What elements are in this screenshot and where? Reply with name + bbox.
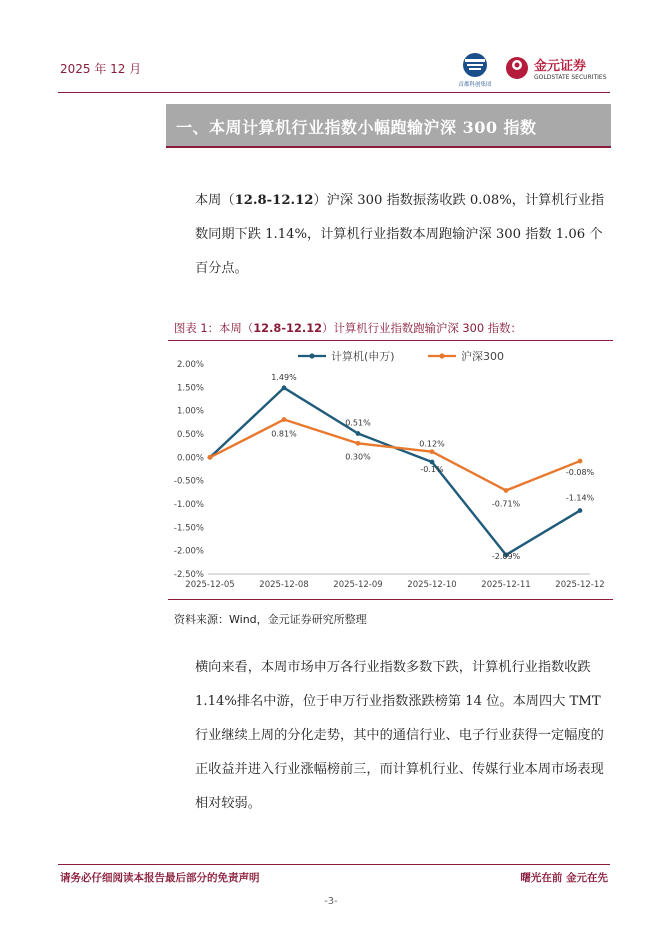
footer-slogan: 曙光在前 金元在先 <box>520 872 608 884</box>
logo2-text: 金元证券 <box>534 59 587 74</box>
x-tick-label: 2025-12-09 <box>333 580 383 590</box>
page-number: -3- <box>324 896 338 907</box>
caption-post: ）计算机行业指数跑输沪深 300 指数： <box>322 321 522 335</box>
intro-post: ）沪深 300 指数振荡收跌 0.08%，计算机行业指数同期下跌 1.14%，计算机行业指数本周跑输沪深 300 指数 1.06 个百分点。 <box>195 193 605 276</box>
data-label: 0.12% <box>419 439 445 449</box>
y-tick-label: -0.50% <box>173 476 204 487</box>
series-line <box>210 420 580 491</box>
data-point <box>578 459 583 464</box>
intro-pre: 本周（ <box>195 193 235 208</box>
legend-marker <box>309 353 314 358</box>
data-label: -0.1% <box>420 465 444 474</box>
data-point <box>208 455 213 460</box>
data-point <box>282 385 287 390</box>
data-label: -1.14% <box>565 493 595 503</box>
analysis-paragraph: 横向来看，本周市场申万各行业指数多数下跌，计算机行业指数收跌 1.14%排名中游，位于申万行业指数涨跌榜第 14 位。本周四大 TMT 行业继续上周的分化走势，其中的通信行业、电子行业获得一定幅度的正收益并进入行业涨幅榜前三，而计算机行业、传媒行业本周市场表现相对较弱。 <box>195 660 604 811</box>
y-tick-label: -1.50% <box>173 523 204 534</box>
y-tick-label: -2.50% <box>173 570 204 580</box>
data-point <box>356 441 361 446</box>
x-tick-label: 2025-12-12 <box>555 580 605 590</box>
data-label: -2.09% <box>491 551 521 561</box>
legend-label: 计算机(申万) <box>331 350 395 363</box>
index-comparison-chart <box>168 342 613 598</box>
legend-label: 沪深300 <box>461 350 504 363</box>
caption-date-range: 12.8-12.12 <box>253 321 323 335</box>
x-tick-label: 2025-12-05 <box>185 580 235 590</box>
report-date: 2025 年 12 月 <box>60 62 142 76</box>
data-label: 0.51% <box>345 418 371 428</box>
figure-source: 资料来源：Wind，金元证券研究所整理 <box>174 613 367 626</box>
y-tick-label: 1.00% <box>176 406 204 417</box>
data-point <box>282 417 287 422</box>
capital-group-logo <box>454 50 496 90</box>
logo2-subtext: GOLDSTATE SECURITIES <box>534 74 607 81</box>
caption-pre: 图表 1：本周（ <box>174 321 254 335</box>
footer-disclaimer: 请务必仔细阅读本报告最后部分的免责声明 <box>60 872 260 884</box>
section-title: 一、本周计算机行业指数小幅跑输沪深 300 指数 <box>176 118 537 137</box>
x-tick-label: 2025-12-10 <box>407 580 457 590</box>
y-tick-label: 0.50% <box>176 430 204 440</box>
y-tick-label: 1.50% <box>176 383 204 394</box>
data-label: 1.49% <box>271 372 297 382</box>
header-divider <box>58 92 610 93</box>
data-point <box>430 460 435 465</box>
goldstate-logo <box>504 50 624 90</box>
data-label: 0.30% <box>345 452 371 462</box>
y-tick-label: 2.00% <box>176 360 204 370</box>
figure-bottom-rule <box>168 599 613 600</box>
data-point <box>578 508 583 513</box>
data-label: -0.08% <box>565 468 595 478</box>
y-tick-label: 0.00% <box>176 453 204 464</box>
x-tick-label: 2025-12-08 <box>259 580 309 590</box>
series-line <box>210 388 580 555</box>
data-point <box>356 431 361 436</box>
legend-marker <box>439 353 444 358</box>
intro-paragraph <box>195 184 615 286</box>
intro-date-range: 12.8-12.12 <box>234 193 314 208</box>
figure-caption <box>174 320 522 336</box>
data-point <box>504 488 509 493</box>
y-tick-label: -1.00% <box>173 500 204 510</box>
data-label: -0.71% <box>491 499 521 509</box>
logo1-text: 首都科创集团 <box>458 82 492 88</box>
data-label: 0.81% <box>271 429 297 439</box>
data-point <box>430 449 435 454</box>
y-tick-label: -2.00% <box>173 546 204 557</box>
footer-divider <box>58 864 610 865</box>
x-tick-label: 2025-12-11 <box>481 580 531 590</box>
figure-top-rule <box>168 340 613 341</box>
